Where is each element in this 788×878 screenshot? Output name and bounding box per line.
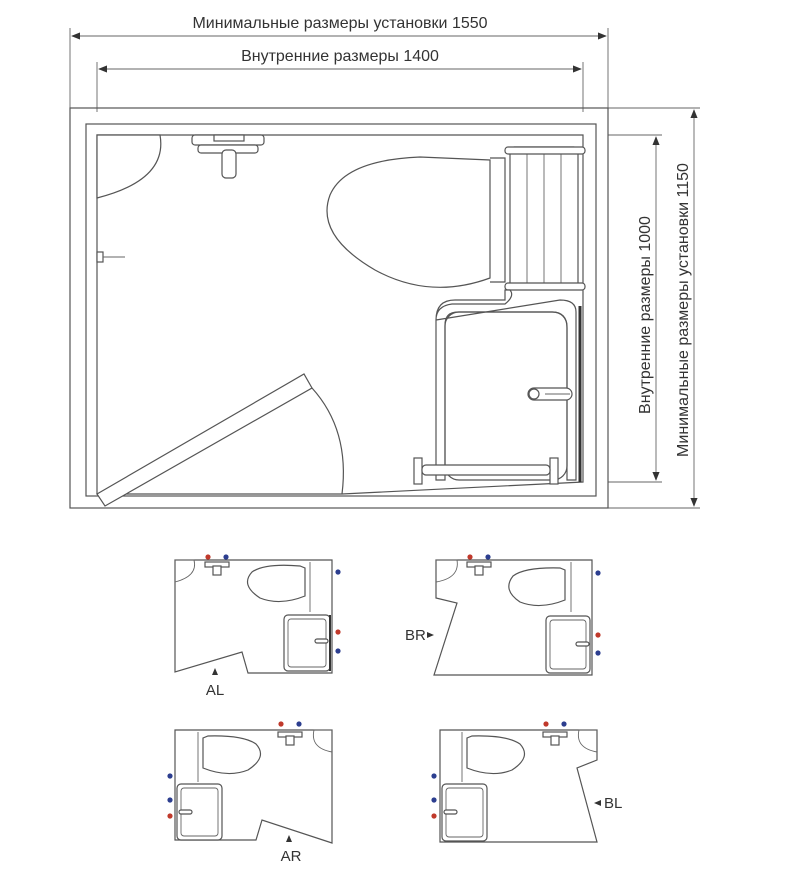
min-install-width-label: Минимальные размеры установки 1550: [192, 15, 488, 32]
variant-al: [175, 554, 341, 699]
min-install-depth-label: Минимальные размеры установки 1150: [675, 163, 692, 457]
variant-ar: [167, 721, 332, 865]
faucet-icon: [192, 135, 264, 178]
variant-br: [405, 554, 601, 675]
inner-depth-label: Внутренние размеры 1000: [637, 216, 654, 414]
variant-label-br: BR: [405, 627, 426, 644]
shower-mixer-icon: [528, 388, 572, 400]
inner-width-label: Внутренние размеры 1400: [241, 48, 439, 65]
corner-shelf: [97, 135, 161, 198]
variant-label-al: AL: [205, 682, 225, 699]
shower-tray: [436, 290, 580, 482]
variant-bl: [431, 721, 622, 842]
variant-label-ar: AR: [280, 848, 302, 865]
entrance-door: [97, 374, 343, 506]
variant-label-bl: BL: [604, 795, 623, 812]
main-plan: [70, 108, 608, 508]
width-dimensions: [70, 15, 608, 112]
fold-down-seat: [505, 147, 585, 290]
toilet-icon: [327, 157, 505, 287]
towel-hook-icon: [97, 252, 125, 262]
depth-dimensions: [608, 108, 700, 508]
